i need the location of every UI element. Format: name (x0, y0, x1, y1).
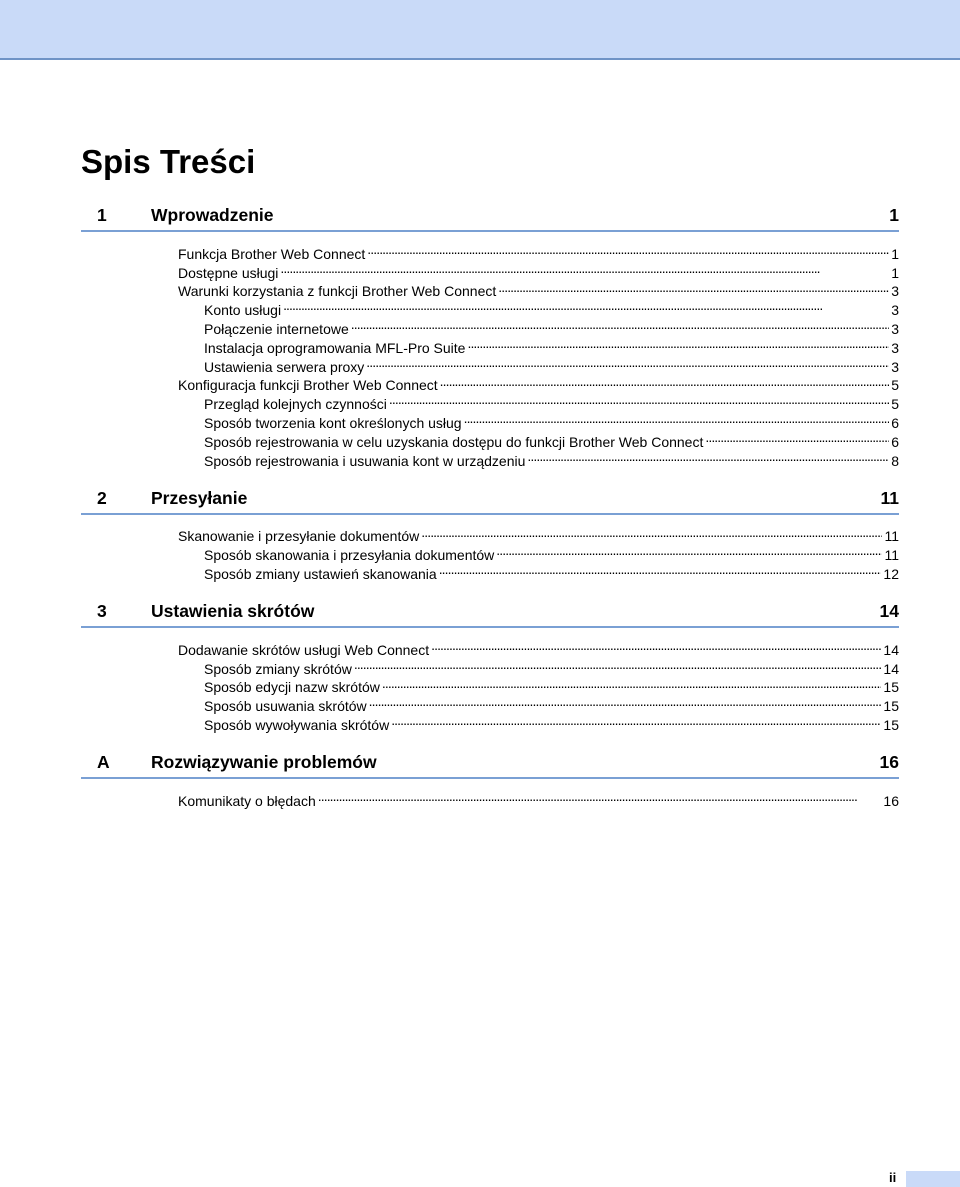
toc-entry-page: 15 (883, 679, 899, 696)
toc-entry-page: 3 (891, 283, 899, 300)
toc-entry-label: Przegląd kolejnych czynności (204, 396, 387, 413)
footer-band (906, 1171, 960, 1187)
toc-entry-label: Sposób usuwania skrótów (204, 698, 367, 715)
toc-entry-page: 3 (891, 320, 899, 337)
toc-entry-label: Sposób zmiany skrótów (204, 660, 352, 677)
toc-entry-label: Ustawienia serwera proxy (204, 358, 365, 375)
toc-chapter-3 (81, 600, 899, 733)
chapter-title: Wprowadzenie (151, 205, 274, 225)
dot-leader (280, 259, 889, 278)
chapter-page: 16 (879, 751, 899, 772)
toc-entry-page: 3 (891, 358, 899, 375)
chapter-heading[interactable] (81, 752, 899, 779)
dot-leader (367, 240, 889, 259)
toc-chapter-a (81, 751, 899, 809)
chapter-number: A (97, 751, 110, 772)
chapter-heading[interactable] (81, 205, 899, 232)
toc-entry-page: 14 (883, 641, 899, 658)
dot-leader (283, 296, 889, 315)
dot-leader (389, 390, 889, 409)
toc-entry-label: Sposób edycji nazw skrótów (204, 679, 380, 696)
toc-entry-label: Komunikaty o błędach (178, 792, 316, 809)
toc-entry-page: 14 (883, 660, 899, 677)
toc-entry-label: Warunki korzystania z funkcji Brother Web Connect (178, 283, 497, 300)
toc-entry-label: Konto usługi (204, 302, 282, 319)
toc-entry-page: 12 (883, 565, 899, 582)
toc-entry-page: 16 (883, 792, 899, 809)
toc-entry-label: Sposób rejestrowania w celu uzyskania dostępu do funkcji Brother Web Connect (204, 433, 704, 450)
toc-entry-label: Połączenie internetowe (204, 320, 349, 337)
toc-entry-label: Funkcja Brother Web Connect (178, 245, 366, 262)
toc-entry-page: 3 (891, 302, 899, 319)
chapter-number: 2 (97, 487, 107, 508)
toc-entry-page: 6 (891, 414, 899, 431)
dot-leader (496, 541, 882, 560)
header-band (0, 0, 960, 60)
toc-entry-page: 6 (891, 433, 899, 450)
chapter-page: 1 (889, 205, 899, 225)
chapter-title: Rozwiązywanie problemów (151, 751, 377, 772)
dot-leader (527, 447, 889, 466)
toc-entry-label: Dostępne usługi (178, 264, 279, 281)
toc-chapter-2 (81, 487, 899, 582)
dot-leader (391, 711, 881, 730)
toc-entry-page: 15 (883, 716, 899, 733)
dot-leader (439, 560, 882, 579)
dot-leader (369, 692, 882, 711)
dot-leader (421, 523, 882, 542)
dot-leader (354, 655, 882, 674)
toc-entry[interactable] (81, 787, 899, 809)
page-title: Spis Treści (81, 143, 256, 180)
chapter-heading[interactable] (81, 601, 899, 628)
table-of-contents (81, 205, 899, 828)
toc-entry-page: 11 (884, 528, 899, 545)
dot-leader (467, 334, 889, 353)
dot-leader (351, 315, 889, 334)
toc-entry[interactable] (81, 240, 899, 262)
dot-leader (382, 674, 882, 693)
chapter-number: 1 (97, 205, 107, 225)
toc-entry-label: Sposób zmiany ustawień skanowania (204, 565, 437, 582)
chapter-title: Ustawienia skrótów (151, 600, 315, 621)
toc-entry-page: 5 (891, 377, 899, 394)
toc-entry-page: 8 (891, 452, 899, 469)
toc-entry-page: 5 (891, 396, 899, 413)
page-number: ii (889, 1170, 897, 1185)
toc-entry-label: Instalacja oprogramowania MFL-Pro Suite (204, 339, 466, 356)
toc-entry-label: Sposób rejestrowania i usuwania kont w urządzeniu (204, 452, 526, 469)
chapter-heading[interactable] (81, 488, 899, 515)
dot-leader (318, 787, 882, 806)
toc-entry-label: Skanowanie i przesyłanie dokumentów (178, 528, 420, 545)
dot-leader (498, 278, 889, 297)
dot-leader (440, 372, 890, 391)
toc-entry-page: 1 (891, 264, 899, 281)
toc-entry-page: 15 (883, 698, 899, 715)
toc-entry-label: Sposób skanowania i przesyłania dokumentów (204, 547, 495, 564)
chapter-page: 14 (879, 600, 899, 621)
toc-entry-label: Konfiguracja funkcji Brother Web Connect (178, 377, 438, 394)
dot-leader (366, 353, 889, 372)
toc-chapter-1 (81, 205, 899, 469)
dot-leader (705, 428, 889, 447)
toc-entry-label: Dodawanie skrótów usługi Web Connect (178, 641, 430, 658)
dot-leader (464, 409, 890, 428)
toc-entry-label: Sposób wywoływania skrótów (204, 716, 390, 733)
toc-entry-label: Sposób tworzenia kont określonych usług (204, 414, 462, 431)
toc-entry[interactable] (81, 523, 899, 545)
chapter-title: Przesyłanie (151, 487, 248, 508)
toc-entry-page: 1 (891, 245, 899, 262)
toc-entry-page: 11 (884, 547, 899, 564)
chapter-page: 11 (880, 487, 899, 508)
dot-leader (431, 636, 881, 655)
toc-entry-page: 3 (891, 339, 899, 356)
chapter-number: 3 (97, 600, 107, 621)
toc-entry[interactable] (81, 636, 899, 658)
